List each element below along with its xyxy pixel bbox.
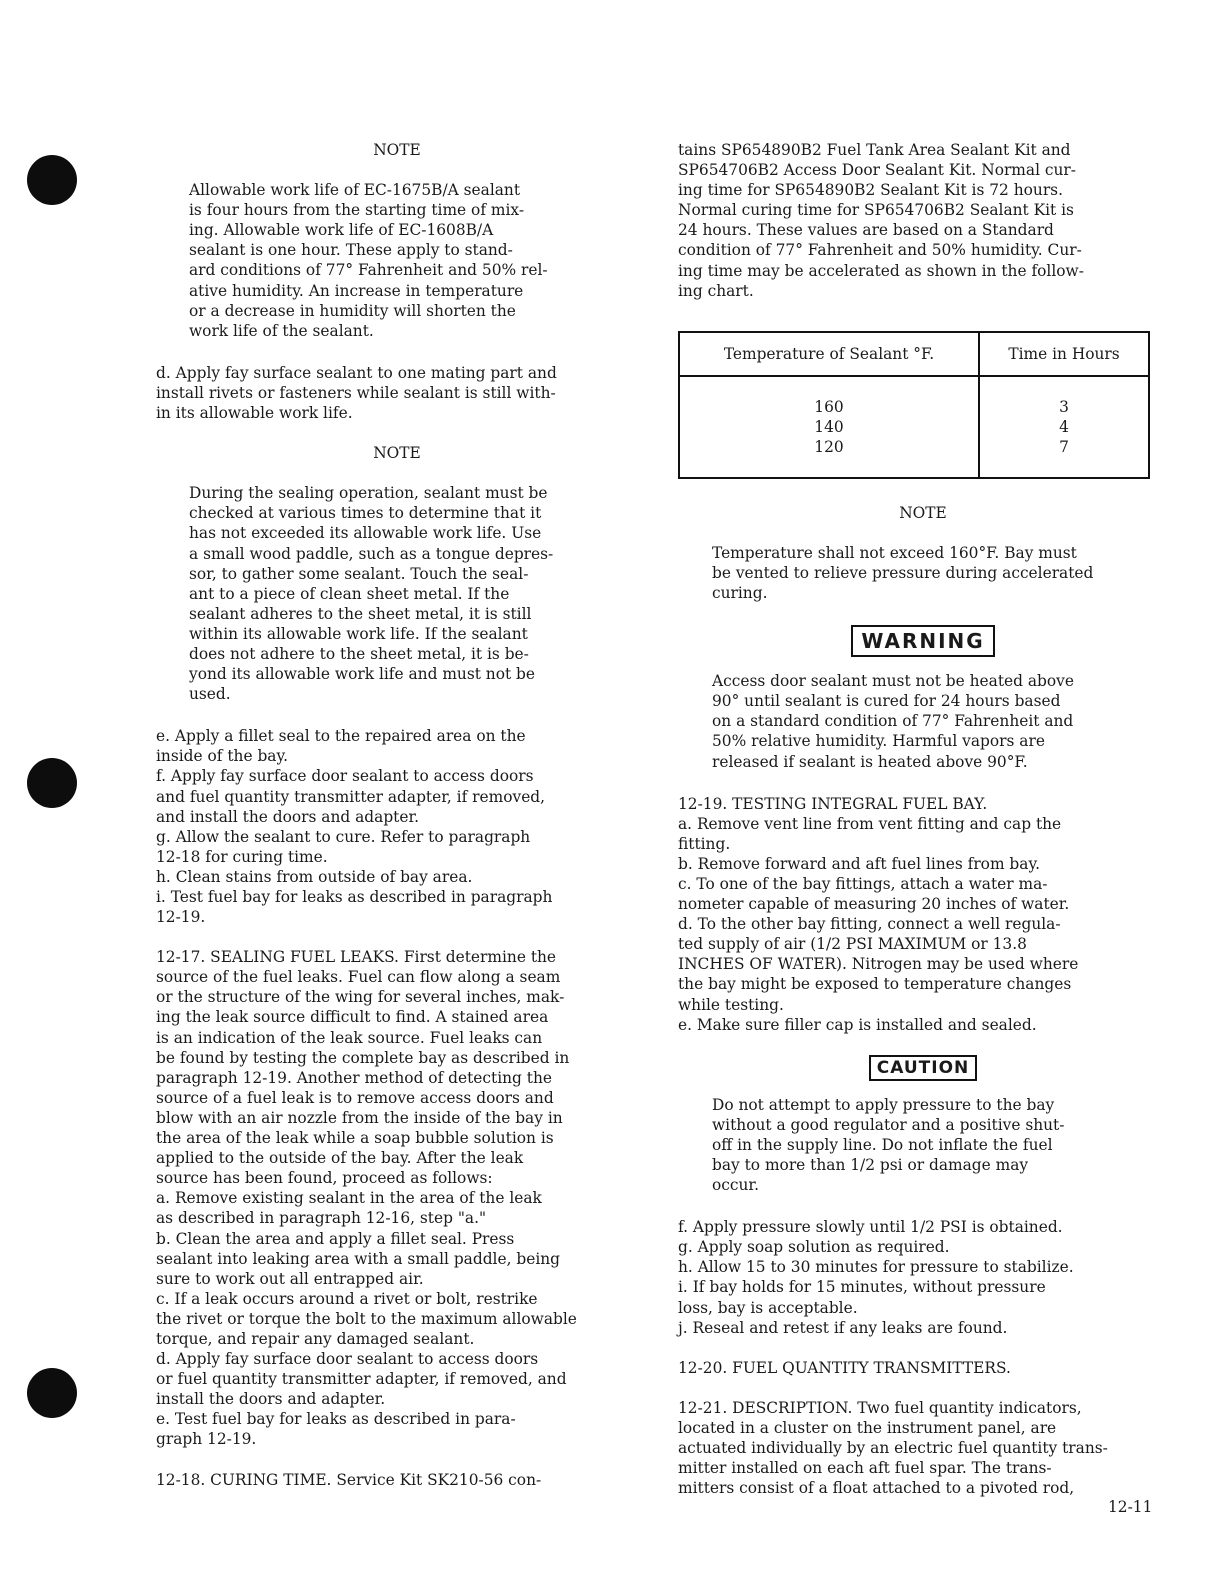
text-line: sor, to gather some sealant. Touch the seal- [189, 564, 529, 583]
steps-f-to-j-block [678, 1217, 1168, 1338]
paragraph-12-18-start: 12-18. CURING TIME. Service Kit SK210-56 con- [156, 1470, 542, 1489]
text-line: ative humidity. An increase in temperature [189, 281, 524, 300]
step-d-block [156, 363, 638, 423]
caution-body [712, 1095, 1152, 1195]
text-line: c. If a leak occurs around a rivet or bolt, restrike [156, 1289, 538, 1308]
text-line: off in the supply line. Do not inflate the fuel [712, 1135, 1053, 1154]
text-line: sure to work out all entrapped air. [156, 1269, 424, 1288]
text-line: the bay might be exposed to temperature changes [678, 975, 1072, 994]
note-title: NOTE [373, 444, 421, 463]
note-title: NOTE [899, 503, 947, 522]
text-line: d. To the other bay fitting, connect a well regula- [678, 915, 1061, 934]
text-line: as described in paragraph 12-16, step "a." [156, 1209, 487, 1228]
text-line: loss, bay is acceptable. [678, 1298, 858, 1317]
text-line: 3 [1059, 397, 1069, 416]
text-line: actuated individually by an electric fuel quantity trans- [678, 1439, 1108, 1458]
steps-e-to-i-block [156, 726, 638, 927]
text-line: 7 [1059, 437, 1069, 456]
text-line: or a decrease in humidity will shorten the [189, 301, 516, 320]
table-cell-hours [979, 376, 1149, 478]
text-line: within its allowable work life. If the sealant [189, 624, 528, 643]
paragraph-12-17 [156, 947, 638, 1449]
text-line: 90° until sealant is cured for 24 hours based [712, 692, 1061, 711]
text-line: blow with an air nozzle from the inside of the bay in [156, 1108, 563, 1127]
text-line: paragraph 12-19. Another method of detecting the [156, 1068, 553, 1087]
text-line: inside of the bay. [156, 747, 289, 766]
text-line: source of a fuel leak is to remove access doors and [156, 1088, 554, 1107]
table-cell-temperatures [679, 376, 979, 478]
text-line: j. Reseal and retest if any leaks are found. [678, 1318, 1008, 1337]
text-line: torque, and repair any damaged sealant. [156, 1329, 475, 1348]
paragraph-12-18-continued [678, 140, 1168, 301]
right-column [678, 140, 1168, 1498]
table-header-temperature: Temperature of Sealant °F. [679, 332, 979, 376]
text-line: ted supply of air (1/2 PSI MAXIMUM or 13.8 [678, 935, 1027, 954]
paragraph-12-21 [678, 1398, 1168, 1498]
text-line: graph 12-19. [156, 1430, 257, 1449]
text-line: sealant adheres to the sheet metal, it is still [189, 604, 532, 623]
text-line: nometer capable of measuring 20 inches of water. [678, 895, 1070, 914]
page-number: 12-11 [1108, 1498, 1153, 1516]
note-body [712, 543, 1152, 603]
text-line: e. Apply a fillet seal to the repaired area on the [156, 727, 526, 746]
text-line: located in a cluster on the instrument panel, are [678, 1418, 1057, 1437]
text-line: Normal curing time for SP654706B2 Sealant Kit is [678, 201, 1074, 220]
text-line: Temperature shall not exceed 160°F. Bay must [712, 543, 1077, 562]
text-line: d. Apply fay surface sealant to one mating part and [156, 363, 557, 382]
text-line: does not adhere to the sheet metal, it is be- [189, 644, 529, 663]
text-line: i. If bay holds for 15 minutes, without pressure [678, 1278, 1046, 1297]
caution-label-wrap [678, 1055, 1168, 1081]
binder-hole-top [27, 155, 77, 205]
caution-label: CAUTION [869, 1055, 978, 1081]
text-line: ing time for SP654890B2 Sealant Kit is 72 hours. [678, 181, 1063, 200]
text-line: on a standard condition of 77° Fahrenheit and [712, 712, 1074, 731]
warning-label: WARNING [851, 625, 994, 657]
text-line: be vented to relieve pressure during accelerated [712, 563, 1094, 582]
text-line: without a good regulator and a positive shut- [712, 1115, 1065, 1134]
text-line: source of the fuel leaks. Fuel can flow along a seam [156, 968, 561, 987]
text-line: be found by testing the complete bay as described in [156, 1048, 570, 1067]
binder-hole-bottom [27, 1368, 77, 1418]
text-line: d. Apply fay surface door sealant to access doors [156, 1350, 539, 1369]
warning-body [712, 671, 1152, 771]
text-line: occur. [712, 1176, 759, 1195]
text-line: 12-19. [156, 908, 206, 927]
text-line: source has been found, proceed as follows: [156, 1169, 493, 1188]
text-line: the rivet or torque the bolt to the maximum allowable [156, 1309, 577, 1328]
text-line: curing. [712, 584, 768, 603]
text-line: SP654706B2 Access Door Sealant Kit. Normal cur- [678, 161, 1076, 180]
text-line: install the doors and adapter. [156, 1390, 386, 1409]
text-line: tains SP654890B2 Fuel Tank Area Sealant Kit and [678, 141, 1071, 159]
text-line: f. Apply fay surface door sealant to access doors [156, 767, 534, 786]
warning-label-wrap [678, 625, 1168, 657]
text-line: or the structure of the wing for several inches, mak- [156, 988, 565, 1007]
text-line: 160 [814, 397, 844, 416]
text-line: Do not attempt to apply pressure to the bay [712, 1095, 1055, 1114]
paragraph-12-20: 12-20. FUEL QUANTITY TRANSMITTERS. [678, 1358, 1011, 1377]
note-title: NOTE [373, 141, 421, 159]
text-line: Allowable work life of EC-1675B/A sealant [189, 181, 521, 200]
text-line: c. To one of the bay fittings, attach a water ma- [678, 874, 1048, 893]
text-line: work life of the sealant. [189, 321, 374, 340]
table-header-time: Time in Hours [979, 332, 1149, 376]
text-line: 12-17. SEALING FUEL LEAKS. First determine the [156, 948, 557, 967]
text-line: has not exceeded its allowable work life. Use [189, 524, 542, 543]
text-line: 120 [814, 437, 844, 456]
text-line: ing time may be accelerated as shown in the follow- [678, 261, 1084, 280]
text-line: h. Allow 15 to 30 minutes for pressure to stabilize. [678, 1258, 1074, 1277]
text-line: b. Remove forward and aft fuel lines from bay. [678, 854, 1041, 873]
binder-hole-middle [27, 758, 77, 808]
text-line: while testing. [678, 995, 784, 1014]
text-line: and install the doors and adapter. [156, 807, 420, 826]
note-body [189, 180, 594, 341]
text-line: i. Test fuel bay for leaks as described in paragraph [156, 888, 553, 906]
text-line: ard conditions of 77° Fahrenheit and 50% rel- [189, 261, 548, 280]
text-line: mitters consist of a float attached to a pivoted rod, [678, 1479, 1075, 1498]
text-line: ant to a piece of clean sheet metal. If the [189, 584, 510, 603]
text-line: mitter installed on each aft fuel spar. The trans- [678, 1459, 1052, 1478]
text-line: b. Clean the area and apply a fillet seal. Press [156, 1229, 515, 1248]
text-line: g. Apply soap solution as required. [678, 1238, 950, 1257]
left-column [156, 140, 638, 1490]
text-line: a small wood paddle, such as a tongue depres- [189, 544, 554, 563]
text-line: During the sealing operation, sealant must be [189, 484, 548, 503]
text-line: e. Test fuel bay for leaks as described in para- [156, 1410, 516, 1429]
text-line: 12-19. TESTING INTEGRAL FUEL BAY. [678, 794, 988, 813]
text-line: is four hours from the starting time of mix- [189, 201, 525, 220]
text-line: g. Allow the sealant to cure. Refer to paragraph [156, 827, 531, 846]
curing-time-table [678, 331, 1150, 479]
text-line: 140 [814, 417, 844, 436]
text-line: condition of 77° Fahrenheit and 50% humidity. Cur- [678, 241, 1082, 260]
note-body [189, 483, 594, 704]
text-line: install rivets or fasteners while sealant is still with- [156, 383, 556, 402]
text-line: sealant is one hour. These apply to stand- [189, 241, 513, 260]
text-line: fitting. [678, 834, 731, 853]
text-line: ing chart. [678, 281, 754, 300]
text-line: is an indication of the leak source. Fuel leaks can [156, 1028, 543, 1047]
text-line: 50% relative humidity. Harmful vapors are [712, 732, 1045, 751]
paragraph-12-19 [678, 794, 1168, 1035]
text-line: 24 hours. These values are based on a Standard [678, 221, 1054, 240]
text-line: checked at various times to determine that it [189, 504, 542, 523]
text-line: released if sealant is heated above 90°F. [712, 752, 1028, 771]
text-line: f. Apply pressure slowly until 1/2 PSI is obtained. [678, 1218, 1063, 1237]
text-line: yond its allowable work life and must not be [189, 665, 536, 684]
text-line: sealant into leaking area with a small paddle, being [156, 1249, 561, 1268]
text-line: Access door sealant must not be heated above [712, 672, 1074, 691]
text-line: ing. Allowable work life of EC-1608B/A [189, 221, 494, 240]
text-line: used. [189, 685, 231, 704]
text-line: bay to more than 1/2 psi or damage may [712, 1156, 1029, 1174]
text-line: the area of the leak while a soap bubble solution is [156, 1129, 554, 1148]
text-line: or fuel quantity transmitter adapter, if removed, and [156, 1370, 567, 1389]
text-line: 4 [1059, 417, 1069, 436]
text-line: in its allowable work life. [156, 404, 353, 423]
text-line: and fuel quantity transmitter adapter, if removed, [156, 787, 546, 806]
text-line: e. Make sure filler cap is installed and sealed. [678, 1015, 1037, 1034]
text-line: 12-18 for curing time. [156, 847, 328, 866]
text-line: h. Clean stains from outside of bay area. [156, 867, 473, 886]
text-line: applied to the outside of the bay. After the leak [156, 1149, 524, 1168]
text-line: ing the leak source difficult to find. A stained area [156, 1008, 549, 1027]
text-line: a. Remove existing sealant in the area of the leak [156, 1189, 542, 1208]
text-line: 12-21. DESCRIPTION. Two fuel quantity indicators, [678, 1398, 1082, 1417]
text-line: INCHES OF WATER). Nitrogen may be used where [678, 955, 1079, 974]
text-line: a. Remove vent line from vent fitting and cap the [678, 814, 1062, 833]
